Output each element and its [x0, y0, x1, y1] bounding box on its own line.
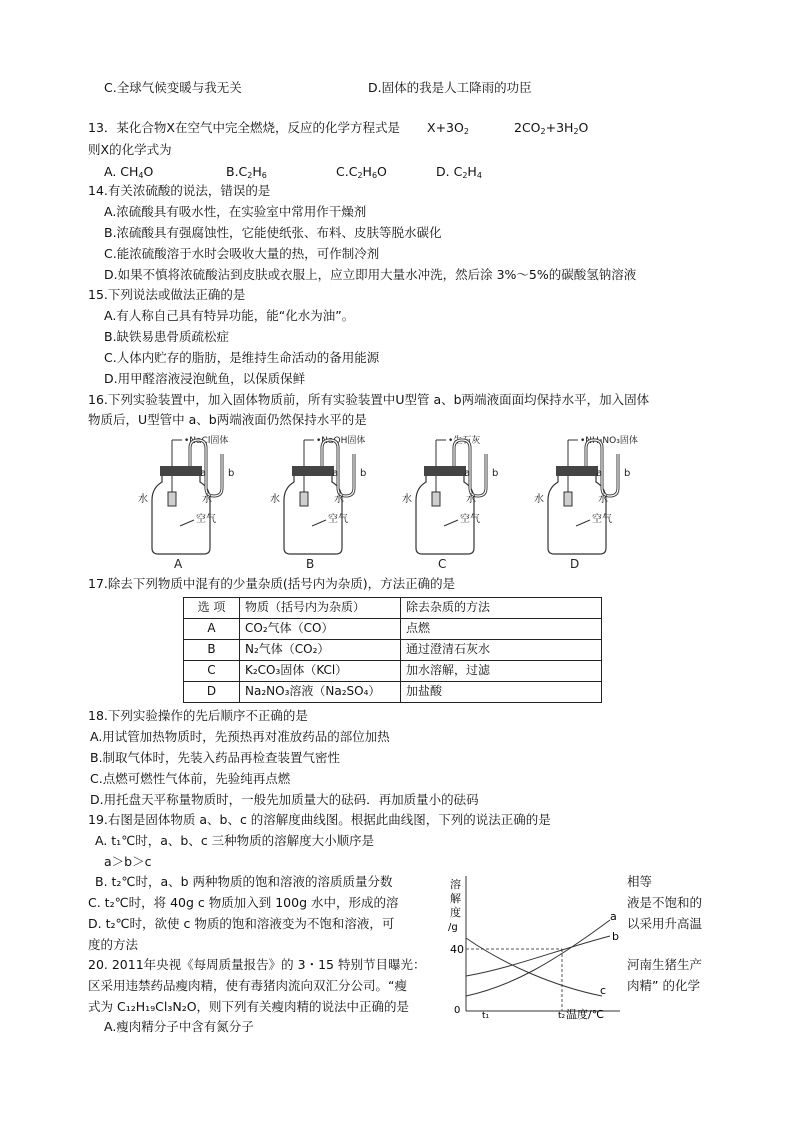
- reagent-label: •NH₄NO₃固体: [580, 436, 638, 446]
- inner-tube: [564, 492, 572, 506]
- solubility-curve-graph: [442, 868, 622, 1021]
- stopper: [292, 466, 334, 476]
- q15-option-d: D.用甲醛溶液浸泡鱿鱼，以保质保鲜: [104, 371, 306, 386]
- q18-option-d: D.用托盘天平称量物质时，一般先加质量大的砝码．再加质量小的砝码: [90, 792, 479, 807]
- q20-line-2-tail: 肉精” 的化学: [627, 978, 700, 993]
- curve-a-label: a: [610, 910, 617, 923]
- apparatus-letter: B: [306, 557, 315, 571]
- water-label-left: 水: [534, 494, 544, 505]
- water-label-right: 水: [334, 494, 344, 505]
- q13-option-d: D. $C_2H_4$: [436, 164, 482, 180]
- q13-equation-left: $X+3O_2$: [427, 120, 469, 136]
- table-row: [184, 682, 602, 703]
- cell-option: A: [184, 619, 240, 640]
- label-a: a: [200, 468, 207, 479]
- curve-b-line: [466, 936, 610, 976]
- air-label: 空气: [196, 514, 216, 525]
- curve-a-line: [466, 920, 610, 996]
- header-substance: 物质（括号内为杂质）: [240, 598, 401, 619]
- water-label-left: 水: [270, 494, 280, 505]
- q18-option-b: B.制取气体时，先装入药品再检查装置气密性: [90, 750, 341, 765]
- q18-stem: 18.下列实验操作的先后顺序不正确的是: [88, 708, 308, 723]
- air-pointer: [576, 520, 590, 526]
- cell-method: 通过澄清石灰水: [401, 640, 602, 661]
- air-label: 空气: [328, 514, 348, 525]
- air-pointer: [312, 520, 326, 526]
- curve-b-label: b: [612, 930, 619, 943]
- water-label-right: 水: [202, 494, 212, 505]
- q16-stem: 16.下列实验装置中，加入固体物质前，所有实验装置中U型管 a、b两端液面面均保持水平，加入固体: [88, 392, 650, 407]
- q15-option-a: A.有人称自己具有特异功能，能“化水为油”。: [104, 308, 355, 323]
- flask: [548, 472, 606, 554]
- y-axis-label-2: 解: [450, 892, 461, 905]
- q17-table: [183, 597, 602, 703]
- label-a: a: [596, 468, 603, 479]
- flask: [416, 472, 474, 554]
- q14-stem: 14.有关浓硫酸的说法，错误的是: [88, 183, 271, 198]
- q18-option-a: A.用试管加热物质时，先预热再对准放药品的部位加热: [90, 729, 390, 744]
- label-a: a: [332, 468, 339, 479]
- q14-option-c: C.能浓硫酸溶于水时会吸收大量的热，可作制冷剂: [104, 246, 380, 261]
- water-label-right: 水: [466, 494, 476, 505]
- t2-label: t₂: [558, 1011, 566, 1021]
- cell-substance: Na₂NO₃溶液（Na₂SO₄）: [240, 682, 401, 703]
- label-a: a: [464, 468, 471, 479]
- apparatus-d: [534, 434, 638, 571]
- y-axis-label-1: 溶: [450, 878, 461, 891]
- q20-option-a: A.瘦肉精分子中含有氮分子: [104, 1019, 254, 1034]
- q13-equation-right: $2CO_2+3H_2O$: [514, 120, 589, 136]
- apparatus-letter: C: [438, 557, 447, 571]
- apparatus-letter: D: [570, 557, 580, 571]
- q14-option-d: D.如果不慎将浓硫酸沾到皮肤或衣服上，应立即用大量水冲洗，然后涂 3%～5%的碳酸氢钠溶液: [104, 267, 637, 282]
- q12-option-d: D.固体的我是人工降雨的功臣: [368, 80, 532, 95]
- inner-tube: [168, 492, 176, 506]
- water-label-left: 水: [138, 494, 148, 505]
- q13-stem: 13．某化合物X在空气中完全燃烧，反应的化学方程式是: [88, 120, 400, 135]
- q20-line-1: 20. 2011年央视《每周质量报告》的 3・15 特别节目曝光：: [88, 957, 426, 972]
- x-axis-label: 温度/℃: [566, 1008, 605, 1021]
- cell-option: D: [184, 682, 240, 703]
- label-b: b: [360, 468, 367, 479]
- cell-option: B: [184, 640, 240, 661]
- air-pointer: [444, 520, 458, 526]
- q20-line-2: 区采用违禁药品瘦肉精，使有毒猪肉流向双汇分公司。“瘦: [88, 978, 407, 993]
- q19-option-d-tail: 以采用升高温: [627, 916, 703, 931]
- q17-stem: 17.除去下列物质中混有的少量杂质(括号内为杂质)，方法正确的是: [88, 576, 456, 591]
- label-b: b: [228, 468, 235, 479]
- apparatus-c: [402, 434, 498, 571]
- table-header-row: [184, 598, 602, 619]
- label-b: b: [624, 468, 631, 479]
- cell-substance: N₂气体（CO₂）: [240, 640, 401, 661]
- cell-method: 加水溶解，过滤: [401, 661, 602, 682]
- reagent-label: •NaCl固体: [184, 436, 229, 446]
- q20-line-1-tail: 河南生猪生产: [627, 957, 703, 972]
- cell-method: 点燃: [401, 619, 602, 640]
- q19-stem: 19.右图是固体物质 a、b、c 的溶解度曲线图。根据此曲线图，下列的说法正确的是: [88, 812, 551, 827]
- inner-tube: [300, 492, 308, 506]
- q18-option-c: C.点燃可燃性气体前，先验纯再点燃: [90, 771, 291, 786]
- origin-label: 0: [454, 1005, 461, 1016]
- q14-option-a: A.浓硫酸具有吸水性，在实验室中常用作干燥剂: [104, 204, 367, 219]
- q13-stem-2: 则X的化学式为: [88, 142, 172, 157]
- header-option: 选 项: [184, 598, 240, 619]
- cell-option: C: [184, 661, 240, 682]
- curve-c-label: c: [600, 984, 607, 997]
- reagent-label: •生石灰: [448, 436, 481, 446]
- q19-option-d-2: 度的方法: [88, 937, 139, 952]
- table-row: [184, 619, 602, 640]
- q16-apparatus-figure: [138, 430, 670, 571]
- q19-option-b: B. t₂℃时，a、b 两种物质的饱和溶液的溶质质量分数: [95, 874, 393, 889]
- y-axis-label-3: 度: [450, 906, 461, 919]
- air-label: 空气: [592, 514, 612, 525]
- q19-option-a: A. t₁℃时，a、b、c 三种物质的溶解度大小顺序是: [95, 833, 375, 848]
- q14-option-b: B.浓硫酸具有强腐蚀性，它能使纸张、布料、皮肤等脱水碳化: [104, 225, 442, 240]
- q13-option-a: A. $CH_4O$: [104, 164, 154, 180]
- q15-stem: 15.下列说法或做法正确的是: [88, 287, 246, 302]
- q19-option-b-tail: 相等: [627, 874, 653, 889]
- water-label-right: 水: [598, 494, 608, 505]
- q19-option-c-tail: 液是不饱和的: [627, 895, 703, 910]
- q19-option-a-2: a＞b＞c: [104, 854, 152, 869]
- q16-stem-2: 物质后，U型管中 a、b两端液面仍然保持水平的是: [88, 412, 367, 427]
- t1-label: t₁: [482, 1011, 490, 1021]
- q20-line-3: 式为 C₁₂H₁₉Cl₃N₂O，则下列有关瘦肉精的说法中正确的是: [88, 999, 410, 1014]
- flask: [152, 472, 210, 554]
- q12-option-c: C.全球气候变暖与我无关: [104, 80, 242, 95]
- header-method: 除去杂质的方法: [401, 598, 602, 619]
- q13-option-c: $C.C_2H_6O$: [336, 164, 387, 180]
- cell-method: 加盐酸: [401, 682, 602, 703]
- label-b: b: [492, 468, 499, 479]
- apparatus-a: [138, 434, 234, 571]
- q19-option-d: D. t₂℃时，欲使 c 物质的饱和溶液变为不饱和溶液，可: [88, 916, 395, 931]
- cell-substance: CO₂气体（CO）: [240, 619, 401, 640]
- y-axis-label-4: /g: [448, 922, 458, 933]
- table-row: [184, 640, 602, 661]
- water-label-left: 水: [402, 494, 412, 505]
- table-row: [184, 661, 602, 682]
- air-label: 空气: [460, 514, 480, 525]
- inner-tube: [432, 492, 440, 506]
- apparatus-b: [270, 434, 366, 571]
- flask: [284, 472, 342, 554]
- stopper: [556, 466, 598, 476]
- q15-option-b: B.缺铁易患骨质疏松症: [104, 329, 230, 344]
- curve-c-line: [466, 938, 602, 996]
- stopper: [160, 466, 202, 476]
- reagent-label: •NaOH固体: [316, 436, 366, 446]
- y-tick-40: 40: [450, 943, 464, 956]
- air-pointer: [180, 520, 194, 526]
- stopper: [424, 466, 466, 476]
- q19-option-c: C. t₂℃时，将 40g c 物质加入到 100g 水中，形成的溶: [88, 895, 399, 910]
- cell-substance: K₂CO₃固体（KCl）: [240, 661, 401, 682]
- apparatus-letter: A: [174, 557, 183, 571]
- q13-option-b: $B.C_2H_6$: [226, 164, 267, 180]
- q15-option-c: C.人体内贮存的脂肪，是维持生命活动的备用能源: [104, 350, 380, 365]
